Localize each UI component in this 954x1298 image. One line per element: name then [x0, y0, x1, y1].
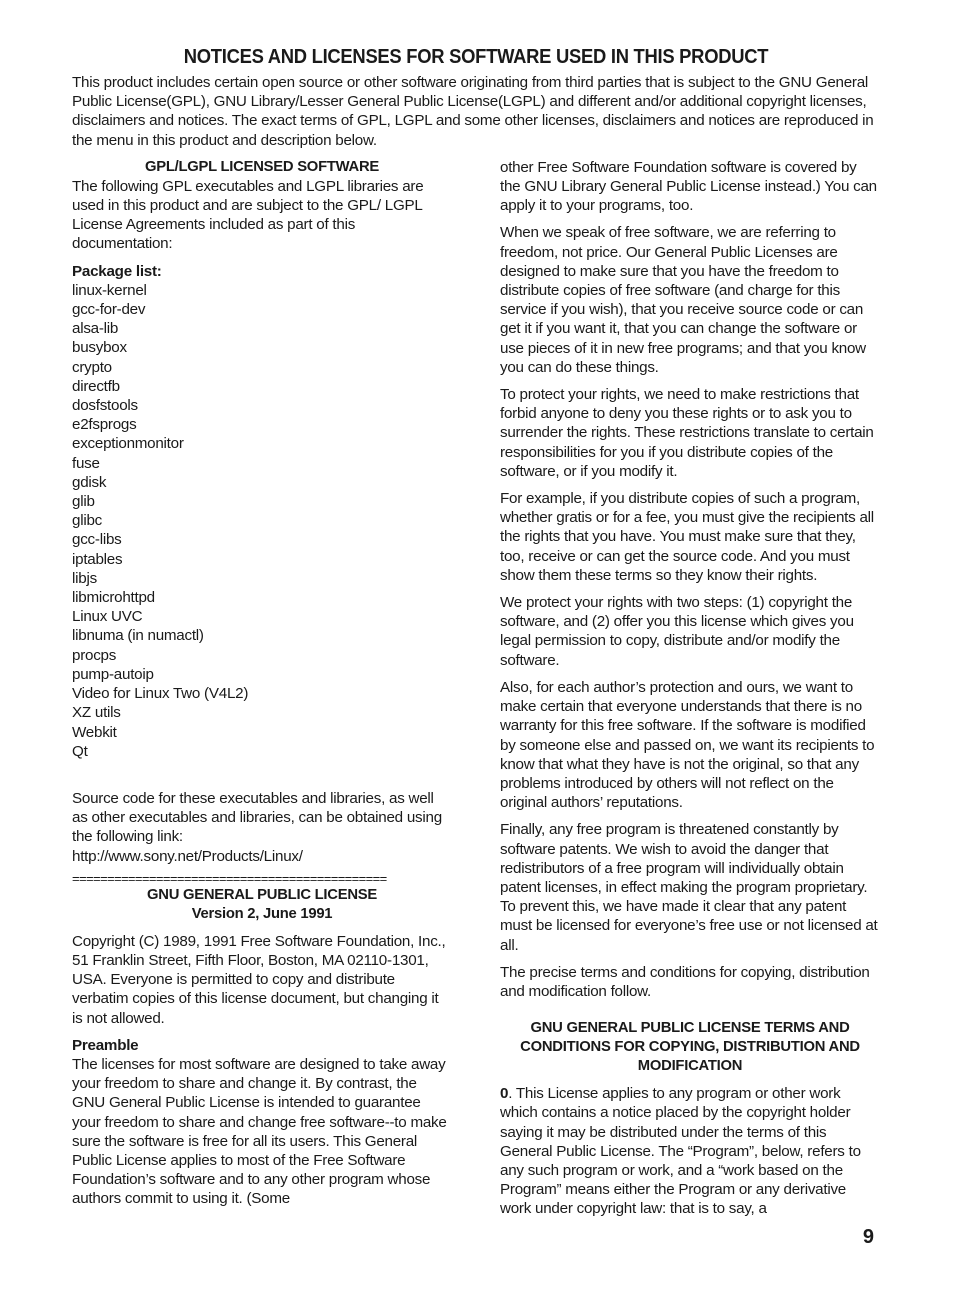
- paragraph: When we speak of free software, we are referring to freedom, not price. Our General Public Licenses are designed to make sure that you have the freedom to distribute copies of free software (and charge for this service if you wish), that you receive source code or can get it if you want it, that you can change the software or use pieces of it in new free programs; and that you know you can do these things.: [500, 224, 866, 376]
- list-item: directfb: [72, 377, 120, 395]
- list-item: linux-kernel: [72, 281, 147, 299]
- list-item: alsa-lib: [72, 320, 119, 338]
- source-link[interactable]: http://www.sony.net/Products/Linux/: [72, 847, 303, 865]
- list-item: procps: [72, 646, 117, 664]
- list-item: dosfstools: [72, 397, 138, 415]
- paragraph: Finally, any free program is threatened constantly by software patents. We wish to avoid the danger that redistributors of a free program will individually obtain patent licenses, in effect making the program proprietary. To prevent this, we have made it clear that any patent must be licensed for everyone’s free use or not licensed at all.: [500, 821, 878, 954]
- page-number: 9: [862, 1226, 874, 1248]
- paragraph: Also, for each author’s protection and ours, we want to make certain that everyone understands that there is no warranty for this free software. If the software is modified by someone else and passed on, we want its recipients to know that what they have is not the original, so that any problems introduced by others will not reflect on the original authors’ reputations.: [500, 678, 875, 812]
- gpl-lgpl-heading: GPL/LGPL LICENSED SOFTWARE: [144, 158, 380, 175]
- preamble-paragraph: The licenses for most software are designed to take away your freedom to share and change it. By contrast, the GNU General Public License is intended to guarantee your freedom to share and change free software--to make sure the software is free for all its users. This General Public License applies to most of the Free Software Foundation’s software and to any other program whose authors commit to using it. (Some: [72, 1055, 447, 1208]
- list-item: iptables: [72, 550, 123, 568]
- list-item: fuse: [72, 454, 100, 472]
- list-item: Linux UVC: [72, 608, 143, 626]
- list-item: crypto: [72, 358, 112, 376]
- copyright-paragraph: Copyright (C) 1989, 1991 Free Software Foundation, Inc., 51 Franklin Street, Fifth Floor, Boston, MA 02110-1301, USA. Everyone is permitted to copy and distribute verbatim copies of this license document, but changing it is not allowed.: [72, 932, 446, 1027]
- list-item: pump-autoip: [72, 665, 154, 683]
- list-item: gcc-for-dev: [72, 301, 146, 319]
- document-page: [72, 46, 880, 1227]
- list-item: exceptionmonitor: [72, 435, 184, 453]
- paragraph: The precise terms and conditions for copying, distribution and modification follow.: [500, 963, 870, 1000]
- source-code-text: Source code for these executables and libraries, as well as other executables and libraries, can be obtained using the following link:: [72, 789, 442, 846]
- list-item: e2fsprogs: [72, 416, 137, 434]
- two-column-body: [72, 158, 880, 1227]
- package-list-label: Package list:: [72, 262, 162, 280]
- list-item: glib: [72, 493, 95, 511]
- section-divider: =============================================: [72, 871, 387, 886]
- paragraph: other Free Software Foundation software is covered by the GNU Library General Public License instead.) You can apply it to your programs, too.: [500, 158, 877, 215]
- clause-0-text: . This License applies to any program or other work which contains a notice placed by the copyright holder saying it may be distributed under the terms of this General Public License. The “Program”, below, refers to any such program or work, and a “work based on the Program” means either the Program or any derivative work under copyright law: that is to say, a: [500, 1085, 861, 1218]
- list-item: gdisk: [72, 473, 107, 491]
- list-item: Qt: [72, 742, 88, 760]
- left-column: [72, 158, 452, 1227]
- gnu-gpl-version: Version 2, June 1991: [191, 905, 333, 922]
- list-item: busybox: [72, 339, 127, 357]
- list-item: XZ utils: [72, 704, 121, 722]
- list-item: glibc: [72, 512, 102, 530]
- list-item: gcc-libs: [72, 531, 122, 549]
- list-item: Webkit: [72, 723, 117, 741]
- page-title: NOTICES AND LICENSES FOR SOFTWARE USED IN THIS PRODUCT: [183, 46, 769, 68]
- right-column: [500, 158, 880, 1227]
- paragraph: To protect your rights, we need to make restrictions that forbid anyone to deny you these rights or to ask you to surrender the rights. These restrictions translate to certain responsibilities for you if you distribute copies of the software, or if you modify it.: [500, 386, 874, 480]
- clause-0-paragraph: [500, 1084, 880, 1218]
- gpl-intro-text: The following GPL executables and LGPL libraries are used in this product and are subject to the GPL/ LGPL License Agreements included as part of this documentation:: [72, 177, 424, 253]
- preamble-label: Preamble: [72, 1036, 139, 1054]
- paragraph: For example, if you distribute copies of such a program, whether gratis or for a fee, you must give the recipients all the rights that you have. You must make sure that they, too, receive or can get the source code. And you must show them these terms so they know their rights.: [500, 490, 874, 584]
- package-list: [72, 281, 452, 761]
- paragraph: We protect your rights with two steps: (1) copyright the software, and (2) offer you this license which gives you legal permission to copy, distribute and/or modify the software.: [500, 594, 854, 669]
- gnu-gpl-heading: GNU GENERAL PUBLIC LICENSE: [147, 886, 377, 903]
- terms-heading: GNU GENERAL PUBLIC LICENSE TERMS AND CONDITIONS FOR COPYING, DISTRIBUTION AND MODIFICATION: [520, 1020, 860, 1075]
- list-item: libjs: [72, 569, 97, 587]
- intro-paragraph: This product includes certain open source or other software originating from third parties that is subject to the GNU General Public License(GPL), GNU Library/Lesser General Public License(LGPL) and different and/or additional copyright licenses, disclaimers and notices. The exact terms of GPL, LGPL and some other licenses, disclaimers and notices are reproduced in the menu in this product and description below.: [72, 74, 874, 149]
- list-item: libnuma (in numactl): [72, 627, 204, 645]
- clause-0-number: 0: [500, 1085, 509, 1103]
- list-item: Video for Linux Two (V4L2): [72, 685, 249, 703]
- list-item: libmicrohttpd: [72, 589, 155, 607]
